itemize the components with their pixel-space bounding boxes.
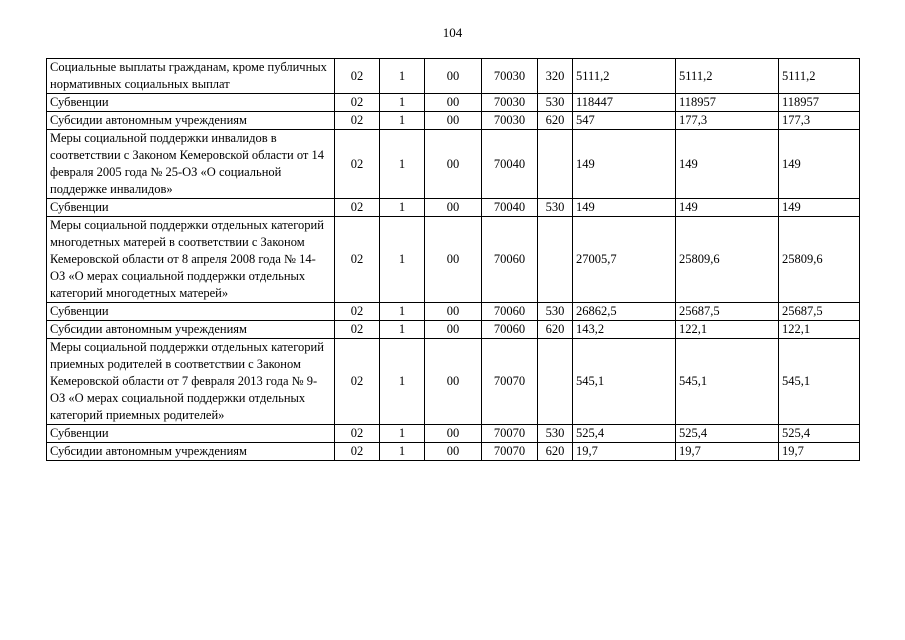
program-code-cell: 00 <box>425 112 482 130</box>
table-row <box>47 94 860 112</box>
amount-year1-cell: 143,2 <box>573 321 676 339</box>
page-number: 104 <box>442 25 463 40</box>
target-code-cell: 70070 <box>482 443 538 461</box>
amount-year3-cell: 149 <box>779 199 860 217</box>
amount-year1-cell: 5111,2 <box>573 59 676 94</box>
row-name-cell: Субсидии автономным учреждениям <box>47 443 335 461</box>
target-code-cell: 70060 <box>482 321 538 339</box>
subsection-code-cell: 1 <box>380 443 425 461</box>
subsection-code-cell: 1 <box>380 94 425 112</box>
amount-year2-cell: 525,4 <box>676 425 779 443</box>
amount-year1-cell: 149 <box>573 130 676 199</box>
amount-year2-cell: 19,7 <box>676 443 779 461</box>
amount-year2-cell: 177,3 <box>676 112 779 130</box>
table-body <box>47 59 860 461</box>
subsection-code-cell: 1 <box>380 59 425 94</box>
amount-year3-cell: 25687,5 <box>779 303 860 321</box>
amount-year2-cell: 25687,5 <box>676 303 779 321</box>
amount-year1-cell: 27005,7 <box>573 217 676 303</box>
row-name-cell: Субвенции <box>47 94 335 112</box>
amount-year3-cell: 545,1 <box>779 339 860 425</box>
expense-type-cell <box>538 217 573 303</box>
amount-year3-cell: 19,7 <box>779 443 860 461</box>
budget-table <box>46 58 860 461</box>
expense-type-cell: 620 <box>538 321 573 339</box>
amount-year2-cell: 122,1 <box>676 321 779 339</box>
section-code-cell: 02 <box>335 130 380 199</box>
target-code-cell: 70070 <box>482 339 538 425</box>
table-row <box>47 339 860 425</box>
section-code-cell: 02 <box>335 217 380 303</box>
program-code-cell: 00 <box>425 321 482 339</box>
section-code-cell: 02 <box>335 425 380 443</box>
expense-type-cell: 320 <box>538 59 573 94</box>
subsection-code-cell: 1 <box>380 112 425 130</box>
subsection-code-cell: 1 <box>380 425 425 443</box>
amount-year3-cell: 525,4 <box>779 425 860 443</box>
program-code-cell: 00 <box>425 199 482 217</box>
program-code-cell: 00 <box>425 130 482 199</box>
section-code-cell: 02 <box>335 321 380 339</box>
amount-year1-cell: 525,4 <box>573 425 676 443</box>
table-row <box>47 130 860 199</box>
program-code-cell: 00 <box>425 303 482 321</box>
amount-year2-cell: 149 <box>676 130 779 199</box>
target-code-cell: 70030 <box>482 59 538 94</box>
amount-year2-cell: 118957 <box>676 94 779 112</box>
amount-year1-cell: 545,1 <box>573 339 676 425</box>
amount-year1-cell: 19,7 <box>573 443 676 461</box>
amount-year2-cell: 545,1 <box>676 339 779 425</box>
row-name-cell: Меры социальной поддержки отдельных категорий многодетных матерей в соответствии с Законом Кемеровской области от 8 апреля 2008 года № 14-ОЗ «О мерах социальной поддержки отдельных категорий многодетных матерей» <box>47 217 335 303</box>
table-row <box>47 199 860 217</box>
section-code-cell: 02 <box>335 59 380 94</box>
subsection-code-cell: 1 <box>380 321 425 339</box>
section-code-cell: 02 <box>335 112 380 130</box>
expense-type-cell: 530 <box>538 94 573 112</box>
amount-year1-cell: 547 <box>573 112 676 130</box>
row-name-cell: Субсидии автономным учреждениям <box>47 321 335 339</box>
row-name-cell: Меры социальной поддержки инвалидов в соответствии с Законом Кемеровской области от 14 февраля 2005 года № 25-ОЗ «О социальной поддержке инвалидов» <box>47 130 335 199</box>
expense-type-cell: 530 <box>538 199 573 217</box>
target-code-cell: 70030 <box>482 94 538 112</box>
row-name-cell: Социальные выплаты гражданам, кроме публичных нормативных социальных выплат <box>47 59 335 94</box>
program-code-cell: 00 <box>425 94 482 112</box>
amount-year3-cell: 25809,6 <box>779 217 860 303</box>
table-row <box>47 443 860 461</box>
amount-year3-cell: 149 <box>779 130 860 199</box>
expense-type-cell <box>538 339 573 425</box>
row-name-cell: Субвенции <box>47 425 335 443</box>
program-code-cell: 00 <box>425 339 482 425</box>
row-name-cell: Субсидии автономным учреждениям <box>47 112 335 130</box>
amount-year3-cell: 118957 <box>779 94 860 112</box>
table-row <box>47 321 860 339</box>
expense-type-cell: 530 <box>538 303 573 321</box>
row-name-cell: Субвенции <box>47 303 335 321</box>
target-code-cell: 70070 <box>482 425 538 443</box>
amount-year2-cell: 149 <box>676 199 779 217</box>
section-code-cell: 02 <box>335 94 380 112</box>
amount-year1-cell: 26862,5 <box>573 303 676 321</box>
section-code-cell: 02 <box>335 443 380 461</box>
amount-year3-cell: 122,1 <box>779 321 860 339</box>
table-row <box>47 217 860 303</box>
amount-year1-cell: 118447 <box>573 94 676 112</box>
section-code-cell: 02 <box>335 339 380 425</box>
target-code-cell: 70040 <box>482 130 538 199</box>
program-code-cell: 00 <box>425 59 482 94</box>
expense-type-cell: 620 <box>538 112 573 130</box>
target-code-cell: 70030 <box>482 112 538 130</box>
expense-type-cell: 620 <box>538 443 573 461</box>
subsection-code-cell: 1 <box>380 199 425 217</box>
table-row <box>47 303 860 321</box>
program-code-cell: 00 <box>425 425 482 443</box>
row-name-cell: Меры социальной поддержки отдельных категорий приемных родителей в соответствии с Законом Кемеровской области от 7 февраля 2013 года № 9-ОЗ «О мерах социальной поддержки отдельных категорий приемных родителей» <box>47 339 335 425</box>
section-code-cell: 02 <box>335 199 380 217</box>
section-code-cell: 02 <box>335 303 380 321</box>
expense-type-cell: 530 <box>538 425 573 443</box>
target-code-cell: 70060 <box>482 303 538 321</box>
subsection-code-cell: 1 <box>380 303 425 321</box>
amount-year2-cell: 5111,2 <box>676 59 779 94</box>
amount-year1-cell: 149 <box>573 199 676 217</box>
amount-year3-cell: 5111,2 <box>779 59 860 94</box>
subsection-code-cell: 1 <box>380 339 425 425</box>
subsection-code-cell: 1 <box>380 217 425 303</box>
table-row <box>47 59 860 94</box>
amount-year3-cell: 177,3 <box>779 112 860 130</box>
subsection-code-cell: 1 <box>380 130 425 199</box>
target-code-cell: 70040 <box>482 199 538 217</box>
row-name-cell: Субвенции <box>47 199 335 217</box>
amount-year2-cell: 25809,6 <box>676 217 779 303</box>
program-code-cell: 00 <box>425 443 482 461</box>
table-row <box>47 425 860 443</box>
expense-type-cell <box>538 130 573 199</box>
program-code-cell: 00 <box>425 217 482 303</box>
table-row <box>47 112 860 130</box>
target-code-cell: 70060 <box>482 217 538 303</box>
